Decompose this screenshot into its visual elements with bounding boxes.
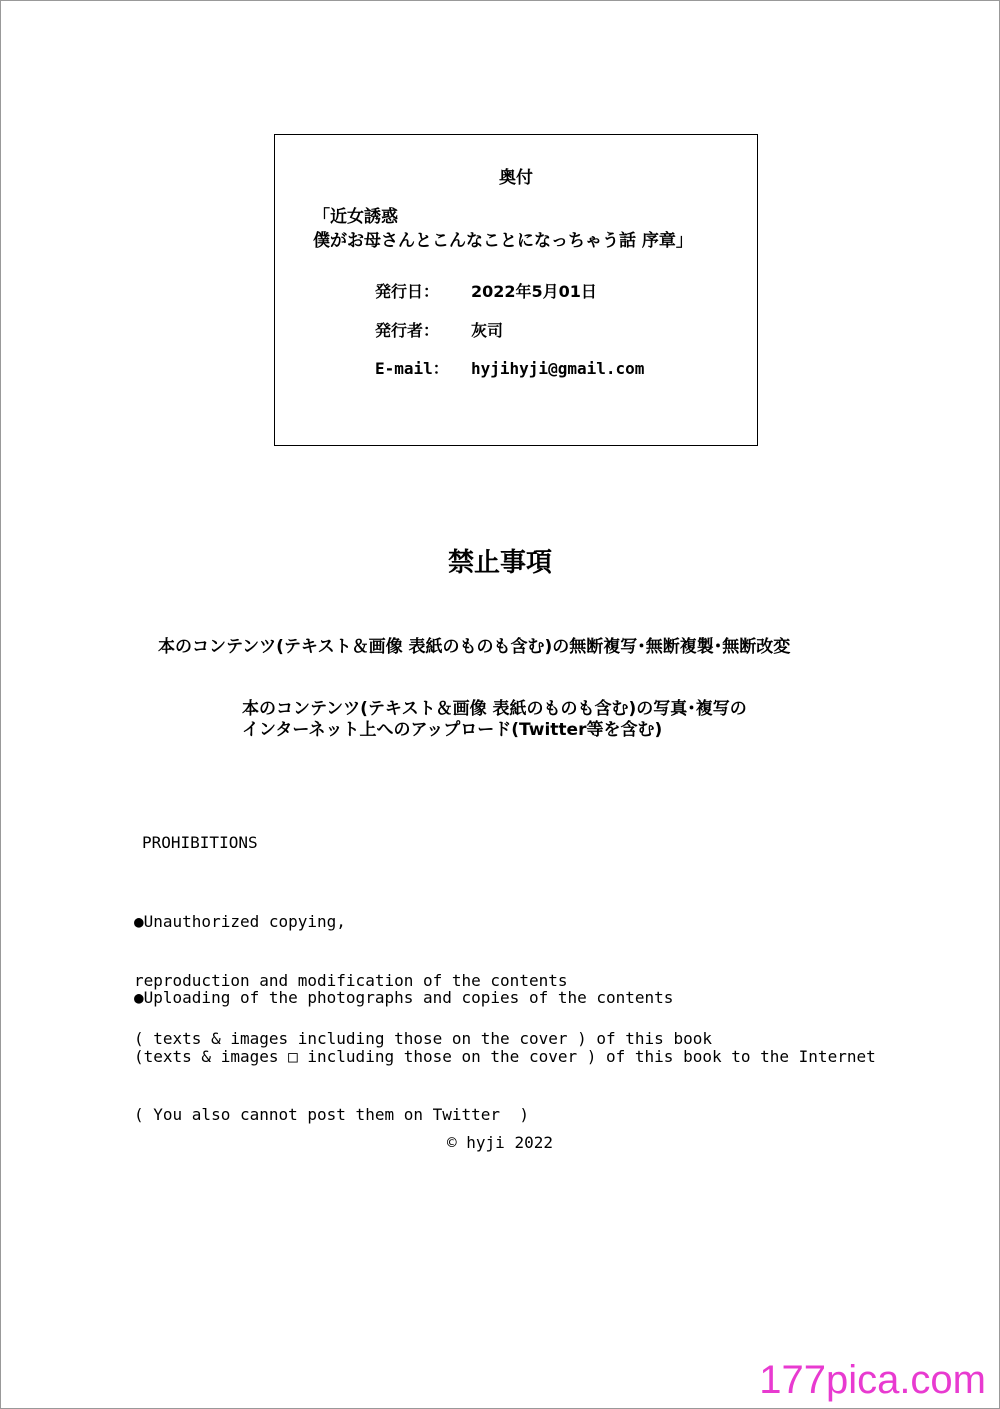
email-value: hyjihyji@gmail.com bbox=[471, 359, 645, 378]
release-date-value: 2022年5月01日 bbox=[471, 282, 597, 301]
prohibition-jp-item-2-line-1: 本のコンテンツ(テキスト＆画像 表紙のものも含む)の写真･複写の bbox=[242, 699, 747, 719]
book-title-line-2: 僕がお母さんとこんなことになっちゃう話 序章」 bbox=[313, 231, 693, 251]
prohibitions-heading-en: PROHIBITIONS bbox=[142, 833, 258, 852]
copyright-notice: © hyji 2022 bbox=[447, 1133, 553, 1152]
prohibition-en-item-1-line-1: ●Unauthorized copying, bbox=[134, 912, 346, 931]
publisher-value: 灰司 bbox=[471, 321, 504, 340]
email-row bbox=[375, 356, 644, 379]
colophon-box bbox=[274, 134, 758, 446]
book-title-line-1: 「近女誘惑 bbox=[313, 207, 398, 227]
publisher-label: 発行者： bbox=[375, 321, 440, 340]
book-title bbox=[313, 205, 693, 253]
prohibition-jp-item-1: 本のコンテンツ(テキスト＆画像 表紙のものも含む)の無断複写･無断複製･無断改変 bbox=[158, 637, 791, 657]
release-date-row bbox=[375, 279, 597, 302]
prohibition-en-item-1-line-2: reproduction and modification of the contents bbox=[134, 970, 568, 990]
publisher-row bbox=[375, 318, 503, 341]
prohibition-en-item-2-line-3: ( You also cannot post them on Twitter ) bbox=[134, 1105, 529, 1124]
watermark-link[interactable]: 177pica.com bbox=[759, 1358, 986, 1402]
prohibition-en-item-2-line-2: (texts & images □ including those on the cover ) of this book to the Internet bbox=[134, 1046, 876, 1066]
prohibition-en-item-2-line-1: ●Uploading of the photographs and copies of the contents bbox=[134, 988, 674, 1007]
email-label: E-mail： bbox=[375, 359, 449, 378]
prohibition-jp-item-2-line-2: インターネット上へのアップロード(Twitter等を含む) bbox=[242, 720, 663, 740]
prohibition-en-item-2 bbox=[134, 949, 876, 1144]
colophon-title: 奥付 bbox=[499, 168, 533, 188]
prohibition-en-item-1-line-3: ( texts & images including those on the cover ) of this book bbox=[134, 1029, 712, 1048]
prohibitions-heading-jp: 禁止事項 bbox=[447, 548, 552, 578]
release-date-label: 発行日： bbox=[375, 282, 440, 301]
